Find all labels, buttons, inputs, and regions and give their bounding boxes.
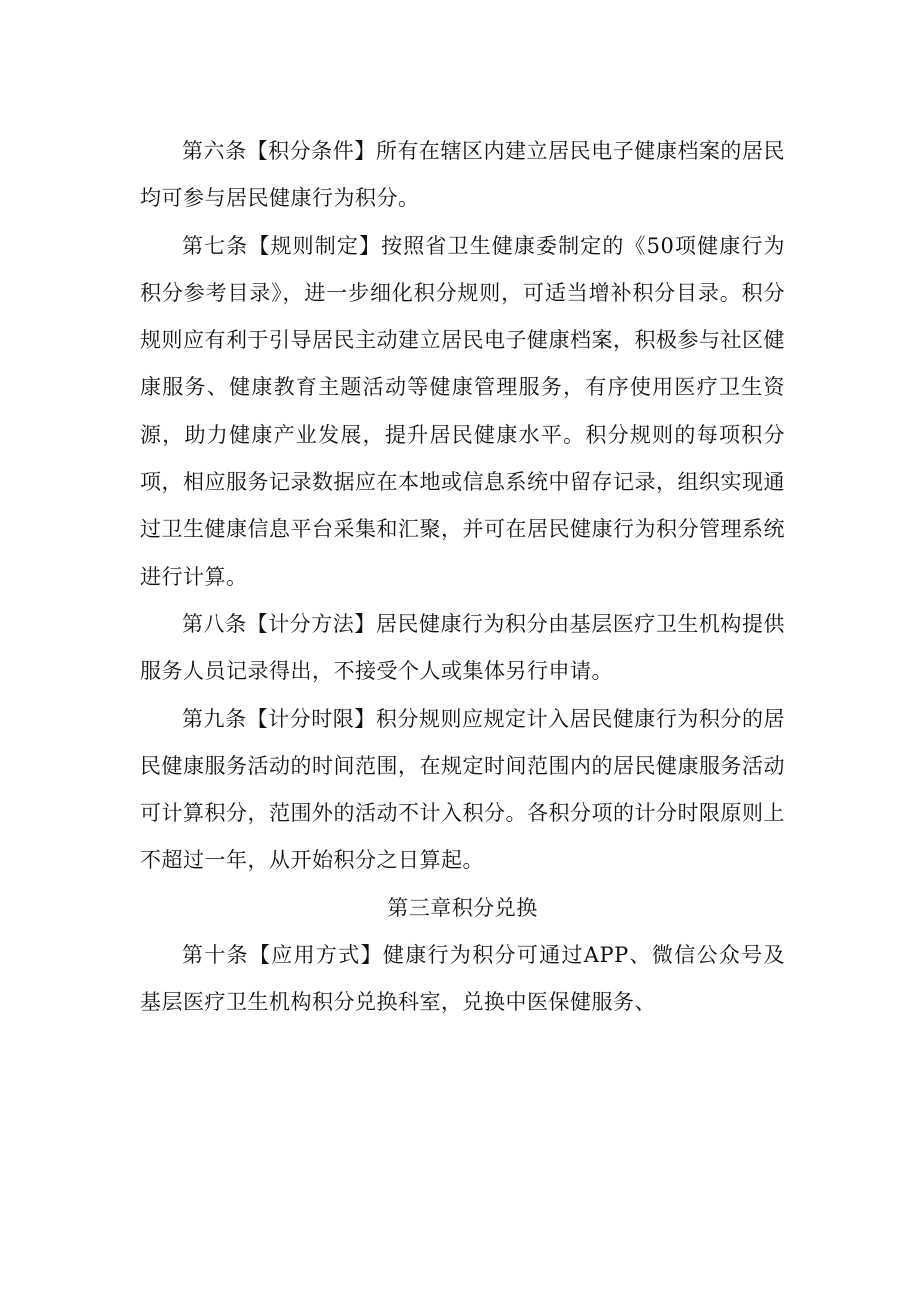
article-7-paragraph: 第七条【规则制定】按照省卫生健康委制定的《50项健康行为积分参考目录》，进一步细化积分规则，可适当增补积分目录。积分规则应有利于引导居民主动建立居民电子健康档案，积极参与社区健康服务、健康教育主题活动等健康管理服务，有序使用医疗卫生资源，助力健康产业发展，提升居民健康水平。积分规则的每项积分项，相应服务记录数据应在本地或信息系统中留存记录，组织实现通过卫生健康信息平台采集和汇聚，并可在居民健康行为积分管理系统进行计算。 — [140, 233, 785, 589]
article-9-paragraph: 第九条【计分时限】积分规则应规定计入居民健康行为积分的居民健康服务活动的时间范围，在规定时间范围内的居民健康服务活动可计算积分，范围外的活动不计入积分。各积分项的计分时限原则上不超过一年，从开始积分之日算起。 — [140, 706, 785, 873]
article-8-paragraph: 第八条【计分方法】居民健康行为积分由基层医疗卫生机构提供服务人员记录得出，不接受个人或集体另行申请。 — [140, 611, 785, 684]
document-body — [140, 128, 785, 1027]
article-10-paragraph: 第十条【应用方式】健康行为积分可通过APP、微信公众号及基层医疗卫生机构积分兑换科室，兑换中医保健服务、 — [140, 943, 785, 1015]
chapter-3-heading: 第三章积分兑换 — [387, 895, 538, 920]
article-6-paragraph: 第六条【积分条件】所有在辖区内建立居民电子健康档案的居民均可参与居民健康行为积分。 — [140, 139, 785, 211]
